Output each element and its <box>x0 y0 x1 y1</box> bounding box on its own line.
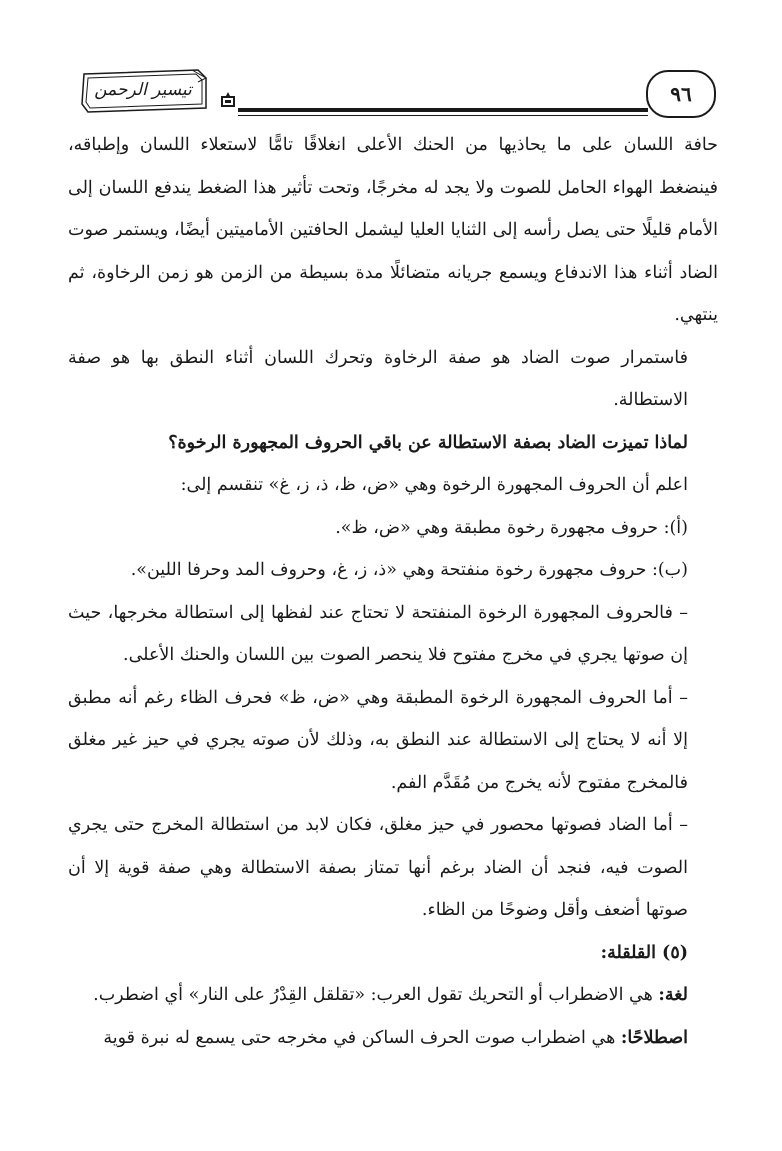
list-item-a: (أ): حروف مجهورة رخوة مطبقة وهي «ض، ظ». <box>335 517 688 538</box>
paragraph-3: اعلم أن الحروف المجهورة الرخوة وهي «ض، ظ، ذ، ز، غ» تنقسم إلى: <box>180 475 688 495</box>
definition-text: هي اضطراب صوت الحرف الساكن في مخرجه حتى يسمع له نبرة قوية <box>103 1027 621 1048</box>
definition-label: اصطلاحًا: <box>620 1027 688 1048</box>
page-header <box>70 66 720 122</box>
definition-label: لغة: <box>658 985 688 1005</box>
page-body <box>68 124 718 1059</box>
paragraph-1: حافة اللسان على ما يحاذيها من الحنك الأعلى انغلاقًا تامًّا لاستعلاء اللسان وإطباقه، فينضغط الهواء الحامل للصوت ولا يجد له مخرجًا، وتحت تأثير هذا الضغط يندفع اللسان إلى الأمام قليلًا حتى يصل رأسه إلى الثنايا العليا ليشمل الحافتين الأماميتين أيضًا، ويستمر صوت الضاد أثناء هذا الاندفاع ويسمع جريانه متضائلًا مدة بسيطة من الزمن هو زمن الرخاوة، ثم ينتهي. <box>68 135 718 325</box>
paragraph-2: فاستمرار صوت الضاد هو صفة الرخاوة وتحرك اللسان أثناء النطق بها هو صفة الاستطالة. <box>68 347 688 410</box>
page-number: ٩٦ <box>646 70 716 118</box>
paragraph-4: – فالحروف المجهورة الرخوة المنفتحة لا تحتاج عند لفظها إلى استطالة مخرجها، حيث إن صوتها يجري في مخرج مفتوح فلا ينحصر الصوت بين اللسان والحنك الأعلى. <box>68 602 688 665</box>
book-ornament-icon <box>218 90 238 110</box>
paragraph-5: – أما الحروف المجهورة الرخوة المطبقة وهي «ض، ظ» فحرف الظاء رغم أنه مطبق إلا أنه لا يحتاج إلى الاستطالة عند النطق به، وذلك لأن صوته يجري في حيز غير مغلق فالمخرج مفتوح لأنه يخرج من مُقَدَّم الفم. <box>68 687 688 793</box>
definition-technical <box>68 1017 718 1060</box>
paragraph-6: – أما الضاد فصوتها محصور في حيز مغلق، فكان لابد من استطالة المخرج حتى يجري الصوت فيه، فنجد أن الضاد برغم أنها تمتاز بصفة الاستطالة وهي صفة قوية إلا أن صوتها أضعف وأقل وضوحًا من الظاء. <box>68 815 688 920</box>
header-rule-thin <box>238 115 648 116</box>
book-title: تيسير الرحمن <box>94 80 192 100</box>
list-item-b: (ب): حروف مجهورة رخوة منفتحة وهي «ذ، ز، غ، وحروف المد وحرفا اللين». <box>130 560 688 580</box>
definition-linguistic <box>68 974 718 1017</box>
section-question-heading: لماذا تميزت الضاد بصفة الاستطالة عن باقي الحروف المجهورة الرخوة؟ <box>168 432 688 453</box>
header-rule <box>238 108 648 112</box>
definition-text: هي الاضطراب أو التحريك تقول العرب: «تقلقل القِدْرُ على النار» أي اضطرب. <box>93 985 659 1005</box>
section-heading-qalqala: (٥) القلقلة: <box>600 942 688 963</box>
